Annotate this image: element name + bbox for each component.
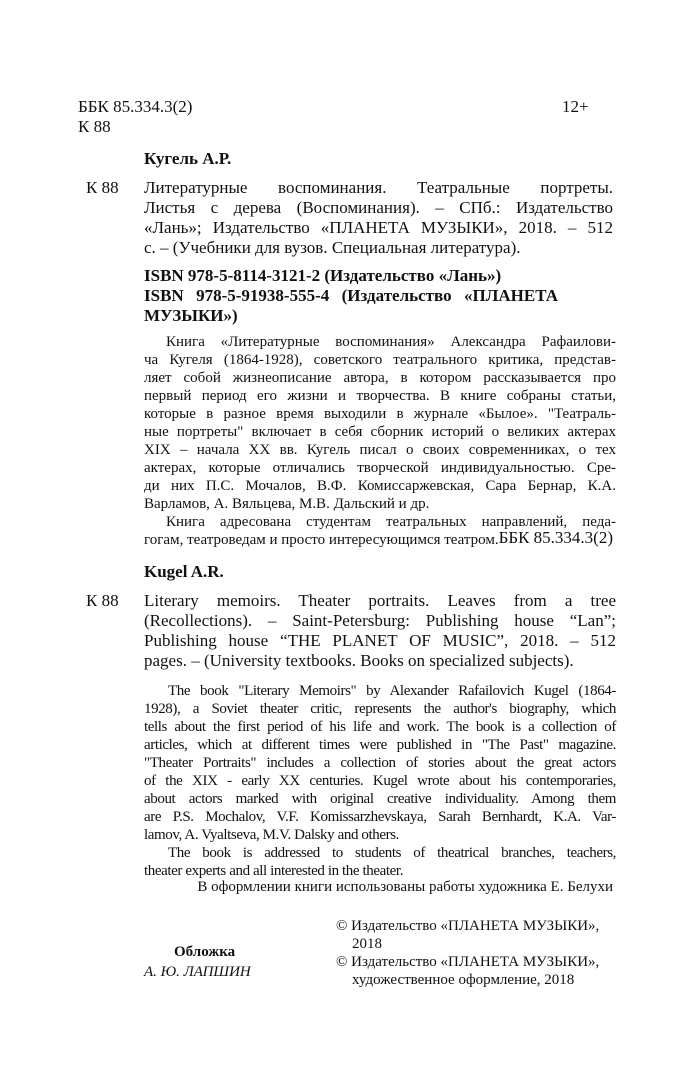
ru-author: Кугель А.Р. [144,149,232,168]
copyright-line: © Издательство «ПЛАНЕТА МУЗЫКИ», [336,918,600,934]
en-abstract-line: 1928), a Soviet theater critic, represents the author's biography, which [144,701,616,717]
ru-mark: К 88 [86,178,119,197]
author-mark: К 88 [78,117,111,136]
ru-abstract-line: ча Кугеля (1864-1928), советского театрального критика, представ- [144,352,616,368]
age-rating: 12+ [562,97,589,116]
en-title-line: pages. – (University textbooks. Books on specialized subjects). [144,651,574,670]
en-title-line: Publishing house “THE PLANET OF MUSIC”, 2018. – 512 [144,631,616,650]
en-abstract-line: The book "Literary Memoirs" by Alexander Rafailovich Kugel (1864- [168,683,616,699]
ru-isbn-2 [144,286,558,326]
copyright-line: художественное оформление, 2018 [352,972,575,988]
en-abstract-line: of the XIX - early XX centuries. Kugel wrote about his contemporaries, [144,773,616,789]
en-abstract-line: "Theater Portraits" includes a collection of stories about the great actors [144,755,616,771]
en-abstract-line: articles, which at different times were published in "The Past" magazine. [144,737,616,753]
copyright-line: 2018 [352,936,382,952]
ru-abstract-line: XIX – начала XX вв. Кугель писал о своих современниках, о тех [144,442,616,458]
ru-abstract-line: которые в разное время выходили в журнале «Былое». "Театраль- [144,406,616,422]
ru-abstract-line: гогам, театроведам и просто интересующимся театром. [144,532,499,548]
ru-isbn-2-line: МУЗЫКИ») [144,306,238,325]
ru-abstract-line: Книга адресована студентам театральных направлений, педа- [166,514,616,530]
en-abstract-line: are P.S. Mochalov, V.F. Komissarzhevskaya, Sarah Bernhardt, K.A. Var- [144,809,616,825]
ru-abstract-line: первый период его жизни и творчества. В книге собраны статьи, [144,388,616,404]
en-author: Kugel A.R. [144,562,224,581]
en-abstract-line: lamov, A. Vyaltseva, M.V. Dalsky and others. [144,827,400,843]
copyright-block [336,917,599,989]
en-abstract-line: about actors marked with original creative individuality. Among them [144,791,616,807]
ru-abstract-line: ляет собой жизнеописание автора, в котором рассказывается про [144,370,616,386]
ru-title-line: Листья с дерева (Воспоминания). – СПб.: Издательство [144,198,613,217]
ru-title-line: с. – (Учебники для вузов. Специальная литература). [144,238,521,257]
en-abstract [144,682,616,880]
ru-abstract-line: Варламов, А. Вяльцева, М.В. Дальский и др. [144,496,430,512]
cover-artist: А. Ю. ЛАПШИН [144,964,251,980]
ru-abstract-line: Книга «Литературные воспоминания» Александра Рафаилови- [166,334,616,350]
en-mark: К 88 [86,591,119,610]
copyright-line: © Издательство «ПЛАНЕТА МУЗЫКИ», [336,954,600,970]
ru-title-line: «Лань»; Издательство «ПЛАНЕТА МУЗЫКИ», 2018. – 512 [144,218,613,237]
en-abstract-line: theater experts and all interested in the theater. [144,863,404,879]
en-title-block [144,591,616,671]
cover-label: Обложка [174,944,236,960]
en-title-line: Literary memoirs. Theater portraits. Leaves from a tree [144,591,616,610]
ru-title-line: Литературные воспоминания. Театральные портреты. [144,178,613,197]
ru-title-block [144,178,613,258]
bbk-code: ББК 85.334.3(2) [78,97,193,116]
en-abstract-line: tells about the first period of his life and work. The book is a collection of [144,719,616,735]
en-abstract-line: The book is addressed to students of theatrical branches, teachers, [168,845,616,861]
en-title-line: (Recollections). – Saint-Petersburg: Publishing house “Lan”; [144,611,616,630]
ru-isbn-2-line: ISBN 978-5-91938-555-4 (Издательство «ПЛАНЕТА [144,286,558,305]
ru-abstract-line: ные портреты" включает в себя сборник историй о великих актерах [144,424,616,440]
ru-abstract [144,333,616,549]
ru-abstract-line: ди них П.С. Мочалов, В.Ф. Комиссаржевская, Сара Бернар, К.А. [144,478,616,494]
ru-bbk-bottom: ББК 85.334.3(2) [498,528,613,547]
ru-isbn-1: ISBN 978-5-8114-3121-2 (Издательство «Лань») [144,266,502,285]
illustration-note: В оформлении книги использованы работы художника Е. Белухи [197,879,613,895]
ru-abstract-line: актерах, которые отличались творческой индивидуальностью. Сре- [144,460,616,476]
